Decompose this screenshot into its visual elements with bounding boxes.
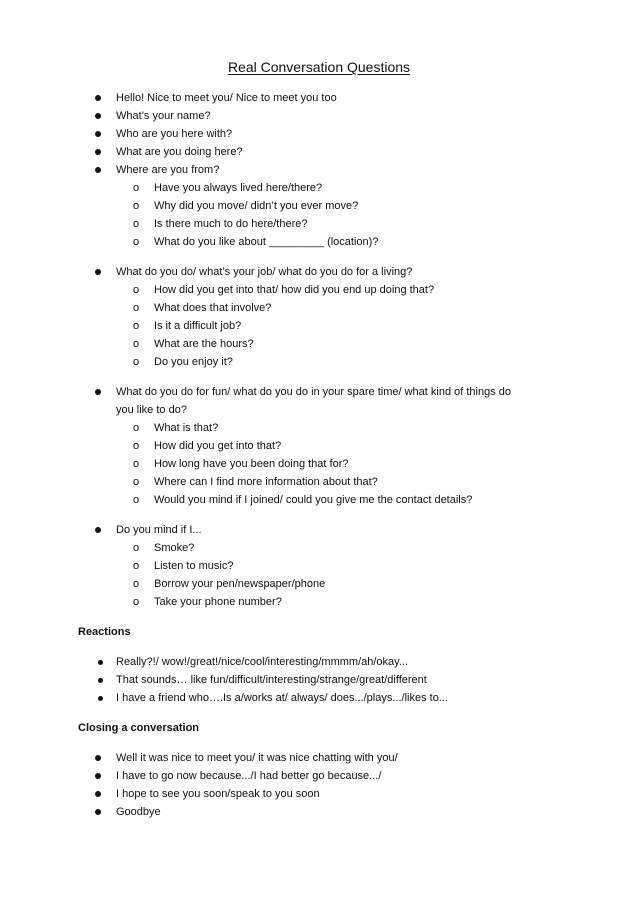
bullet-icon bbox=[95, 131, 101, 137]
list-item bbox=[0, 161, 638, 179]
page-title: Real Conversation Questions bbox=[227, 59, 411, 75]
sub-list-item-text: What are the hours? bbox=[154, 338, 254, 350]
sub-list-item bbox=[0, 557, 638, 575]
list-item-text: I hope to see you soon/speak to you soon bbox=[116, 788, 320, 800]
sub-bullet-marker: o bbox=[133, 284, 140, 296]
sub-bullet-marker: o bbox=[133, 578, 140, 590]
sub-list-item bbox=[0, 593, 638, 611]
sub-list-item-text: Is there much to do here/there? bbox=[154, 218, 308, 230]
sub-bullet-marker: o bbox=[133, 542, 140, 554]
list-item-text: Where are you from? bbox=[116, 164, 220, 176]
sub-bullet-marker: o bbox=[133, 356, 140, 368]
section-heading-reactions: Reactions bbox=[78, 626, 131, 638]
list-item-text: Who are you here with? bbox=[116, 128, 233, 140]
sub-list-item bbox=[0, 215, 638, 233]
list-item bbox=[0, 767, 638, 785]
list-item-text: Well it was nice to meet you/ it was nice chatting with you/ bbox=[116, 752, 398, 764]
list-item-text: I have a friend who….Is a/works at/ always/ does.../plays.../likes to... bbox=[116, 692, 448, 704]
bullet-icon bbox=[98, 696, 103, 701]
bullet-icon bbox=[95, 113, 101, 119]
sub-list-item-text: How did you get into that/ how did you end up doing that? bbox=[154, 284, 435, 296]
list-item bbox=[0, 671, 638, 689]
list-item-text: I have to go now because.../I had better go because.../ bbox=[116, 770, 382, 782]
sub-bullet-marker: o bbox=[133, 494, 140, 506]
bullet-icon bbox=[98, 678, 103, 683]
list-item bbox=[0, 785, 638, 803]
bullet-icon bbox=[95, 269, 101, 275]
list-item-text: you like to do? bbox=[116, 404, 187, 416]
sub-bullet-marker: o bbox=[133, 440, 140, 452]
bullet-icon bbox=[95, 809, 101, 815]
list-item bbox=[0, 383, 638, 401]
list-item-text: What’s your name? bbox=[116, 110, 211, 122]
sub-list-item bbox=[0, 353, 638, 371]
list-item bbox=[0, 653, 638, 671]
sub-list-item bbox=[0, 317, 638, 335]
sub-list-item-text: Is it a difficult job? bbox=[154, 320, 242, 332]
list-item bbox=[0, 107, 638, 125]
bullet-icon bbox=[95, 791, 101, 797]
list-item-continuation bbox=[0, 401, 638, 419]
sub-list-item-text: How did you get into that? bbox=[154, 440, 282, 452]
list-item bbox=[0, 521, 638, 539]
sub-bullet-marker: o bbox=[133, 218, 140, 230]
bullet-icon bbox=[95, 755, 101, 761]
sub-list-item-text: Borrow your pen/newspaper/phone bbox=[154, 578, 326, 590]
sub-bullet-marker: o bbox=[133, 560, 140, 572]
bullet-icon bbox=[98, 660, 103, 665]
list-item bbox=[0, 125, 638, 143]
list-item bbox=[0, 263, 638, 281]
bullet-icon bbox=[95, 149, 101, 155]
sub-list-item bbox=[0, 419, 638, 437]
sub-list-item bbox=[0, 455, 638, 473]
list-item bbox=[0, 143, 638, 161]
list-item-text: What are you doing here? bbox=[116, 146, 243, 158]
sub-bullet-marker: o bbox=[133, 596, 140, 608]
sub-list-item-text: Have you always lived here/there? bbox=[154, 182, 323, 194]
sub-list-item-text: What does that involve? bbox=[154, 302, 272, 314]
sub-bullet-marker: o bbox=[133, 320, 140, 332]
sub-list-item bbox=[0, 437, 638, 455]
bullet-icon bbox=[95, 389, 101, 395]
sub-list-item bbox=[0, 335, 638, 353]
sub-bullet-marker: o bbox=[133, 200, 140, 212]
sub-list-item-text: Would you mind if I joined/ could you give me the contact details? bbox=[154, 494, 473, 506]
sub-list-item-text: Do you enjoy it? bbox=[154, 356, 233, 368]
sub-bullet-marker: o bbox=[133, 182, 140, 194]
sub-list-item-text: Why did you move/ didn’t you ever move? bbox=[154, 200, 359, 212]
sub-list-item bbox=[0, 179, 638, 197]
list-item-text: What do you do for fun/ what do you do in your spare time/ what kind of things do bbox=[116, 386, 512, 398]
sub-list-item-text: Take your phone number? bbox=[154, 596, 282, 608]
sub-bullet-marker: o bbox=[133, 302, 140, 314]
list-item bbox=[0, 749, 638, 767]
sub-bullet-marker: o bbox=[133, 458, 140, 470]
list-item bbox=[0, 689, 638, 707]
list-item bbox=[0, 803, 638, 821]
sub-bullet-marker: o bbox=[133, 476, 140, 488]
sub-list-item bbox=[0, 491, 638, 509]
bullet-icon bbox=[95, 95, 101, 101]
list-item bbox=[0, 89, 638, 107]
sub-list-item bbox=[0, 233, 638, 251]
section-heading-closing: Closing a conversation bbox=[78, 722, 200, 734]
document-body bbox=[0, 89, 638, 821]
sub-list-item bbox=[0, 575, 638, 593]
sub-list-item-text: How long have you been doing that for? bbox=[154, 458, 349, 470]
bullet-icon bbox=[95, 773, 101, 779]
list-item-text: Hello! Nice to meet you/ Nice to meet you too bbox=[116, 92, 337, 104]
list-item-text: What do you do/ what’s your job/ what do you do for a living? bbox=[116, 266, 413, 278]
list-item-text: Really?!/ wow!/great!/nice/cool/interesting/mmmm/ah/okay... bbox=[116, 656, 409, 668]
list-item-text: Goodbye bbox=[116, 806, 161, 818]
sub-list-item bbox=[0, 299, 638, 317]
sub-bullet-marker: o bbox=[133, 236, 140, 248]
sub-bullet-marker: o bbox=[133, 422, 140, 434]
sub-list-item bbox=[0, 281, 638, 299]
list-item-text: Do you mind if I... bbox=[116, 524, 202, 536]
sub-list-item bbox=[0, 197, 638, 215]
bullet-icon bbox=[95, 167, 101, 173]
sub-list-item-text: Where can I find more information about that? bbox=[154, 476, 378, 488]
sub-list-item-text: What do you like about _________ (location)? bbox=[154, 236, 379, 248]
bullet-icon bbox=[95, 527, 101, 533]
sub-list-item bbox=[0, 473, 638, 491]
sub-list-item-text: Listen to music? bbox=[154, 560, 234, 572]
sub-list-item-text: Smoke? bbox=[154, 542, 195, 554]
list-item-text: That sounds… like fun/difficult/interesting/strange/great/different bbox=[116, 674, 427, 686]
sub-list-item-text: What is that? bbox=[154, 422, 219, 434]
sub-list-item bbox=[0, 539, 638, 557]
sub-bullet-marker: o bbox=[133, 338, 140, 350]
